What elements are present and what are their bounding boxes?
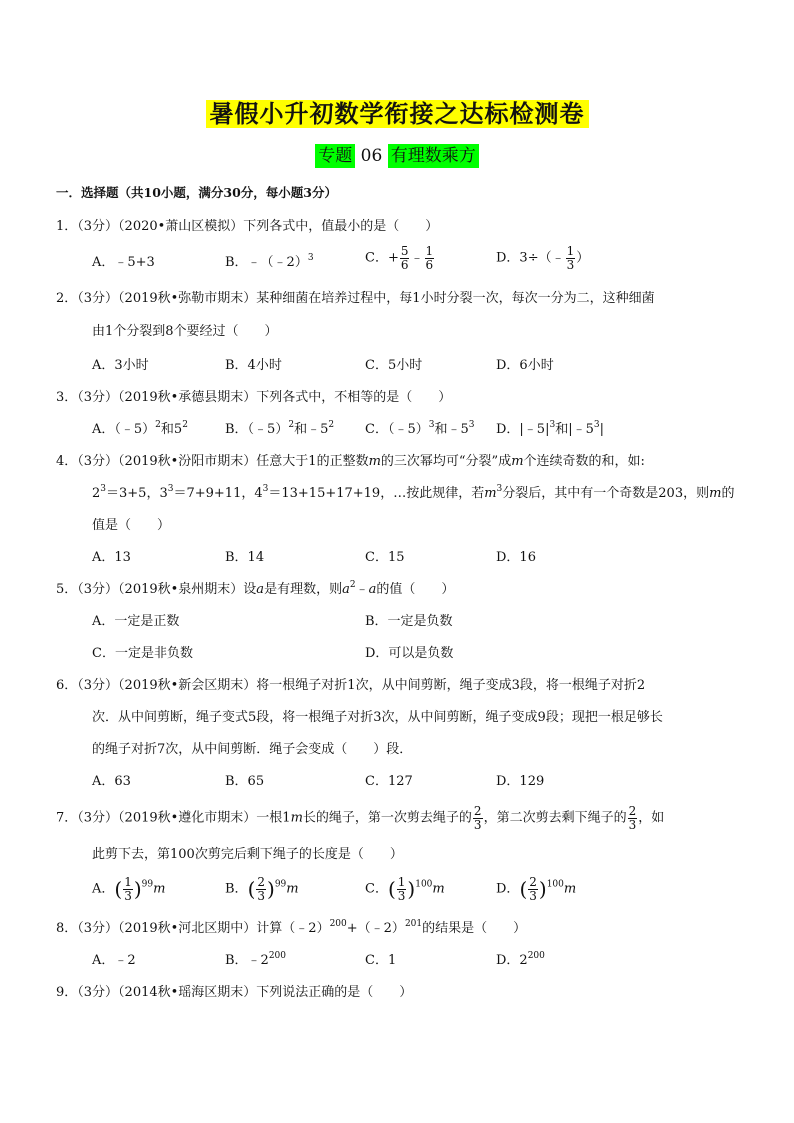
question-5-stem: 5．（3分）（2019秋•泉州期末）设a是有理数，则$a^2﹣a$的值（ ）	[56, 580, 455, 597]
question-1-option-b: B．﹣（﹣2）$^3$	[225, 253, 314, 270]
question-8-option-b: B．$﹣2^{200}$	[225, 951, 287, 968]
question-1-option-a: A．﹣5+3	[92, 255, 155, 270]
question-6-option-d: D．129	[496, 774, 545, 789]
question-2-option-c: C．5小时	[365, 358, 423, 373]
question-7-option-b: B．( $\frac{2}{3}$ )$^{99}$m	[225, 875, 299, 903]
section-heading: 一．选择题（共10小题，满分30分，每小题3分）	[56, 185, 337, 200]
question-6-option-a: A．63	[92, 774, 131, 789]
page-subtitle: 专题 06 有理数乘方	[0, 148, 794, 165]
question-7-stem-line-2: 此剪下去，第100次剪完后剩下绳子的长度是（ ）	[92, 847, 403, 862]
question-7-option-a: A．( $\frac{1}{3}$ )$^{99}$m	[92, 875, 166, 903]
question-3-option-a: A．（﹣5）$^2$和$5^2$	[92, 420, 188, 437]
question-4-option-c: C．15	[365, 550, 405, 565]
question-8-stem: 8．（3分）（2019秋•河北区期中）计算（﹣2）$^{200}$+（﹣2）$^{201}$的结果是（ ）	[56, 919, 527, 936]
question-4-stem-line-3: 值是（ ）	[92, 518, 171, 533]
question-8-option-c: C．1	[365, 953, 397, 968]
question-3-option-b: B．（﹣5）$^2$和$﹣5^2$	[225, 420, 335, 437]
question-8-option-d: D．$2^{200}$	[496, 951, 545, 968]
question-8-option-a: A．﹣2	[92, 953, 136, 968]
question-1-option-d: D．3÷（﹣ $\frac{1}{3}$ ）	[496, 244, 590, 272]
question-2-stem-line-1: 2．（3分）（2019秋•弥勒市期末）某种细菌在培养过程中，每1小时分裂一次，每次一分为二，这种细菌	[56, 291, 655, 306]
question-9-stem: 9．（3分）（2014秋•瑶海区期末）下列说法正确的是（ ）	[56, 985, 413, 1000]
question-2-stem-line-2: 由1个分裂到8个要经过（ ）	[92, 324, 278, 339]
question-4-option-a: A．13	[92, 550, 131, 565]
question-6-option-c: C．127	[365, 774, 413, 789]
question-1-option-c: C．+ $\frac{5}{6}$ ﹣ $\frac{1}{6}$	[365, 244, 434, 272]
question-6-stem-line-1: 6．（3分）（2019秋•新会区期末）将一根绳子对折1次，从中间剪断，绳子变成3段，将一根绳子对折2	[56, 678, 646, 693]
question-2-option-d: D．6小时	[496, 358, 554, 373]
question-4-option-b: B．14	[225, 550, 265, 565]
question-4-option-d: D．16	[496, 550, 536, 565]
question-3-option-d: D．$|﹣5|^3$和$|﹣5^3|$	[496, 420, 604, 437]
question-1-stem: 1．（3分）（2020•萧山区模拟）下列各式中，值最小的是（ ）	[56, 219, 439, 234]
question-6-stem-line-3: 的绳子对折7次，从中间剪断．绳子会变成（ ）段．	[92, 742, 413, 757]
question-2-option-a: A．3小时	[92, 358, 149, 373]
question-4-stem-line-2: $2^3=3+5$，$3^3=7+9+11$，$4^3=13+15+17+19$，…按此规律，若$m^3$分裂后，其中有一个奇数是203，则m的	[92, 484, 735, 501]
question-3-stem: 3．（3分）（2019秋•承德县期末）下列各式中，不相等的是（ ）	[56, 390, 452, 405]
question-6-stem-line-2: 次．从中间剪断，绳子变式5段，将一根绳子对折3次，从中间剪断，绳子变成9段；现把一根足够长	[92, 710, 663, 725]
question-7-option-c: C．( $\frac{1}{3}$ )$^{100}$m	[365, 875, 445, 903]
question-5-option-c: C．一定是非负数	[92, 646, 193, 661]
page-title: 暑假小升初数学衔接之达标检测卷	[0, 100, 794, 128]
question-5-option-d: D．可以是负数	[365, 646, 454, 661]
question-7-option-d: D．( $\frac{2}{3}$ )$^{100}$m	[496, 875, 577, 903]
question-6-option-b: B．65	[225, 774, 265, 789]
question-5-option-b: B．一定是负数	[365, 614, 453, 629]
question-3-option-c: C．（﹣5）$^3$和$﹣5^3$	[365, 420, 475, 437]
question-4-stem-line-1: 4．（3分）（2019秋•汾阳市期末）任意大于1的正整数m的三次幂均可“分裂”成m个连续奇数的和，如:	[56, 454, 645, 469]
question-5-option-a: A．一定是正数	[92, 614, 180, 629]
question-7-stem-line-1: 7．（3分）（2019秋•遵化市期末）一根1m长的绳子，第一次剪去绳子的 $\frac{2}{3}$ ，第二次剪去剩下绳子的 $\frac{2}{3}$ ，如	[56, 804, 665, 832]
question-2-option-b: B．4小时	[225, 358, 282, 373]
